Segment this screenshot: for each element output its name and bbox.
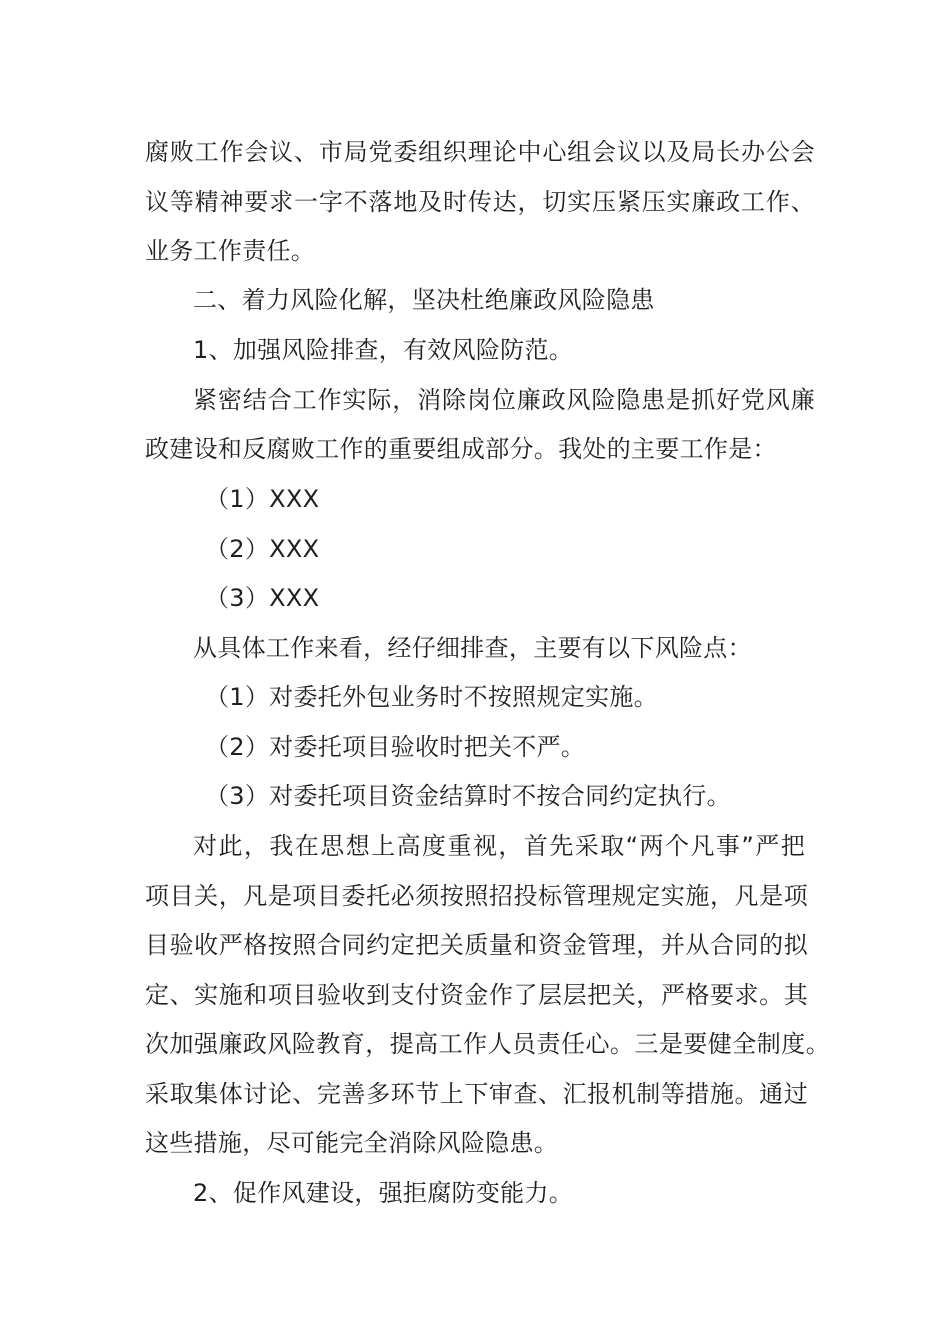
paragraph-line: 次加强廉政风险教育，提高工作人员责任心。三是要健全制度。 [145, 1030, 830, 1058]
subsection-heading: 1、加强风险排查，有效风险防范。 [193, 336, 574, 364]
paragraph-line: 采取集体讨论、完善多环节上下审查、汇报机制等措施。通过 [145, 1080, 808, 1108]
paragraph-line: 目验收严格按照合同约定把关质量和资金管理，并从合同的拟 [145, 931, 808, 959]
list-item: （3）XXX [205, 584, 320, 612]
subsection-heading: 2、促作风建设，强拒腐防变能力。 [193, 1179, 574, 1207]
paragraph-line: 政建设和反腐败工作的重要组成部分。我处的主要工作是： [145, 435, 777, 463]
list-item: （1）对委托外包业务时不按照规定实施。 [205, 683, 658, 711]
section-heading: 二、着力风险化解，坚决杜绝廉政风险隐患 [193, 286, 655, 314]
list-item: （2）XXX [205, 535, 320, 563]
paragraph-line: 定、实施和项目验收到支付资金作了层层把关，严格要求。其 [145, 981, 808, 1009]
list-item: （2）对委托项目验收时把关不严。 [205, 733, 586, 761]
list-item: （1）XXX [205, 485, 320, 513]
list-item: （3）对委托项目资金结算时不按合同约定执行。 [205, 782, 731, 810]
paragraph-line: 从具体工作来看，经仔细排查，主要有以下风险点： [193, 634, 752, 662]
paragraph-line: 腐败工作会议、市局党委组织理论中心组会议以及局长办公会 [145, 138, 815, 166]
paragraph-line: 议等精神要求一字不落地及时传达，切实压紧压实廉政工作、 [145, 188, 815, 216]
paragraph-line: 对此，我在思想上高度重视，首先采取“两个凡事”严把 [193, 832, 805, 860]
paragraph-line: 这些措施，尽可能完全消除风险隐患。 [145, 1129, 559, 1157]
paragraph-line: 紧密结合工作实际，消除岗位廉政风险隐患是抓好党风廉 [193, 386, 815, 414]
paragraph-line: 业务工作责任。 [145, 237, 316, 265]
paragraph-line: 项目关，凡是项目委托必须按照招投标管理规定实施，凡是项 [145, 882, 808, 910]
